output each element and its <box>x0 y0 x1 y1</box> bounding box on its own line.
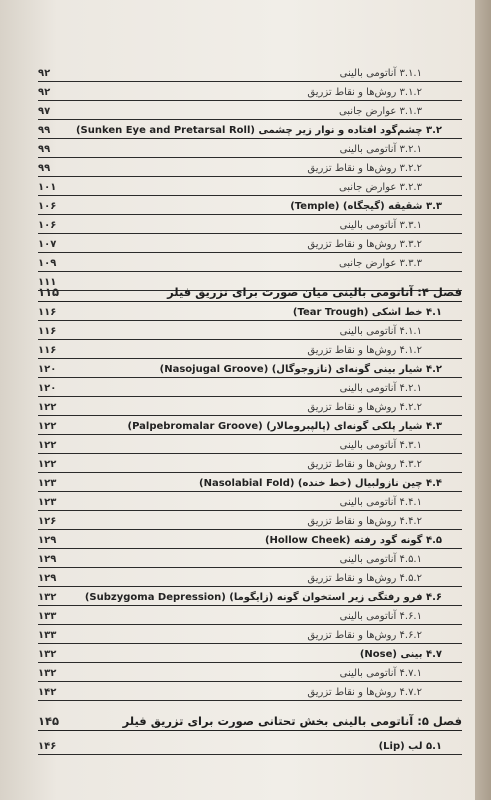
toc-entry-title: ۳.۲.۳ عوارض جانبی <box>338 182 422 193</box>
toc-section-entry <box>38 474 462 492</box>
toc-entry-page: ۱۲۹ <box>38 554 57 565</box>
toc-entry-title: ۴.۶.۲ روش‌ها و نقاط تزریق <box>307 630 422 641</box>
toc-entry-title: ۳.۱.۱ آناتومی بالینی <box>339 68 422 79</box>
toc-entry-title: ۳.۳.۱ آناتومی بالینی <box>339 220 422 231</box>
toc-entry-page: ۱۱۶ <box>38 307 57 318</box>
toc-entry-title: ۴.۷.۲ روش‌ها و نقاط تزریق <box>307 687 422 698</box>
toc-section-entry <box>38 645 462 663</box>
toc-entry <box>38 235 462 253</box>
toc-entry-title: ۳.۳ شقیقه (گیجگاه) (Temple) <box>290 201 442 212</box>
toc-entry <box>38 102 462 120</box>
toc-entry-page: ۱۲۹ <box>38 573 57 584</box>
toc-entry-page: ۹۷ <box>38 106 51 117</box>
toc-entry-page: ۱۲۳ <box>38 478 57 489</box>
toc-entry-title: ۴.۳ شیار پلکی گونه‌ای (پالپبرومالار) (Palpebromalar Groove) <box>127 421 442 432</box>
toc-entry-page: ۱۳۳ <box>38 611 57 622</box>
toc-entry-title: ۴.۲ شیار بینی گونه‌ای (نازوجوگال) (Nasojugal Groove) <box>159 364 442 375</box>
toc-entry <box>38 512 462 530</box>
toc-entry-page: ۱۲۹ <box>38 535 57 546</box>
toc-entry-title: ۴.۳.۲ روش‌ها و نقاط تزریق <box>307 459 422 470</box>
toc-section-entry <box>38 737 462 755</box>
toc-section-entry <box>38 588 462 606</box>
toc-entry <box>38 83 462 101</box>
toc-entry-title: ۳.۲.۲ روش‌ها و نقاط تزریق <box>307 163 422 174</box>
toc-entry <box>38 569 462 587</box>
toc-entry-title: ۴.۵.۲ روش‌ها و نقاط تزریق <box>307 573 422 584</box>
toc-entry <box>38 683 462 701</box>
toc-entry-page: ۱۱۱ <box>38 277 57 288</box>
toc-section-entry <box>38 531 462 549</box>
toc-entry-page: ۱۳۲ <box>38 592 57 603</box>
toc-entry-title: ۴.۴.۱ آناتومی بالینی <box>339 497 422 508</box>
toc-entry <box>38 379 462 397</box>
toc-entry-page: ۱۱۶ <box>38 345 57 356</box>
toc-entry-title: ۴.۳.۱ آناتومی بالینی <box>339 440 422 451</box>
toc-section-entry <box>38 121 462 139</box>
toc-entry-title: ۴.۴.۲ روش‌ها و نقاط تزریق <box>307 516 422 527</box>
toc-entry-title: ۴.۱.۱ آناتومی بالینی <box>339 326 422 337</box>
toc-entry-title: ۴.۱ خط اشکی (Tear Trough) <box>292 307 442 318</box>
toc-entry-title: ۳.۳.۳ عوارض جانبی <box>338 258 422 269</box>
toc-entry-page: ۱۲۰ <box>38 383 57 394</box>
toc-entry-title: ۴.۶.۱ آناتومی بالینی <box>339 611 422 622</box>
toc-entry <box>38 254 462 272</box>
toc-entry-title: ۴.۵ گونه گود رفته (Hollow Cheek) <box>264 535 442 546</box>
toc-entry-title: ۳.۲.۱ آناتومی بالینی <box>339 144 422 155</box>
toc-entry <box>38 341 462 359</box>
toc-entry-page: ۱۰۷ <box>38 239 57 250</box>
toc-entry-page: ۱۲۶ <box>38 516 57 527</box>
toc-entry <box>38 322 462 340</box>
toc-entry <box>38 216 462 234</box>
toc-chapter-entry <box>38 284 462 302</box>
toc-entry <box>38 455 462 473</box>
toc-entry-title: ۳.۳.۲ روش‌ها و نقاط تزریق <box>307 239 422 250</box>
toc-entry-title: ۳.۲ چشم‌گود افتاده و نوار زیر چشمی (Sunken Eye and Pretarsal Roll) <box>75 125 442 136</box>
toc-entry-page: ۱۰۱ <box>38 182 57 193</box>
toc-section-entry <box>38 197 462 215</box>
toc-entry <box>38 493 462 511</box>
toc-entry <box>38 436 462 454</box>
toc-entry-title: ۵.۱ لب (Lip) <box>378 741 442 752</box>
toc-entry <box>38 64 462 82</box>
toc-entry-page: ۱۳۲ <box>38 668 57 679</box>
toc-entry <box>38 178 462 196</box>
toc-entry-page: ۱۴۶ <box>38 741 57 752</box>
toc-entry-title: ۴.۲.۲ روش‌ها و نقاط تزریق <box>307 402 422 413</box>
toc-entry-page: ۱۳۲ <box>38 649 57 660</box>
toc-entry-title: ۴.۷ بینی (Nose) <box>359 649 442 660</box>
toc-entry-page: ۱۲۲ <box>38 421 57 432</box>
toc-entry-page: ۱۰۹ <box>38 258 57 269</box>
toc-entry-title: ۳.۱.۲ روش‌ها و نقاط تزریق <box>307 87 422 98</box>
toc-entry-title: ۴.۲.۱ آناتومی بالینی <box>339 383 422 394</box>
toc-entry-page: ۱۴۲ <box>38 687 57 698</box>
toc-entry-title: ۴.۵.۱ آناتومی بالینی <box>339 554 422 565</box>
toc-entry <box>38 140 462 158</box>
toc-entry-page: ۹۲ <box>38 68 51 79</box>
toc-entry-title: ۴.۴ چین نازولبیال (خط خنده) (Nasolabial Fold) <box>199 478 442 489</box>
chapter-title: فصل ۴: آناتومی بالینی میان صورت برای تزریق فیلر <box>167 285 462 299</box>
toc-entry-page: ۱۰۶ <box>38 201 57 212</box>
toc-entry-title: ۳.۱.۳ عوارض جانبی <box>338 106 422 117</box>
toc-entry-page: ۹۹ <box>38 125 51 136</box>
toc-section-entry <box>38 417 462 435</box>
toc-entry-page: ۱۲۰ <box>38 364 57 375</box>
toc-entry-page: ۱۴۵ <box>38 714 60 728</box>
toc-entry-page: ۱۲۲ <box>38 402 57 413</box>
toc-entry-page: ۱۳۳ <box>38 630 57 641</box>
toc-entry-page: ۱۲۲ <box>38 459 57 470</box>
toc-entry <box>38 664 462 682</box>
toc-entry-page: ۹۹ <box>38 163 51 174</box>
toc-entry-page: ۱۲۳ <box>38 497 57 508</box>
toc-entry-page: ۱۱۵ <box>38 285 60 299</box>
toc-section-entry <box>38 360 462 378</box>
toc-entry <box>38 398 462 416</box>
toc-entry-page: ۹۲ <box>38 87 51 98</box>
toc-entry-page: ۱۰۶ <box>38 220 57 231</box>
toc-entry <box>38 159 462 177</box>
chapter-title: فصل ۵: آناتومی بالینی بخش تحتانی صورت برای تزریق فیلر <box>122 714 462 728</box>
toc-entry-title: ۴.۶ فرو رفتگی زیر استخوان گونه (زایگوما) (Subzygoma Depression) <box>84 592 442 603</box>
toc-entry <box>38 626 462 644</box>
toc-entry-page: ۹۹ <box>38 144 51 155</box>
toc-entry <box>38 550 462 568</box>
page-edge <box>475 0 491 800</box>
toc-entry-page: ۱۱۶ <box>38 326 57 337</box>
toc-chapter-entry <box>38 713 462 731</box>
toc-section-entry <box>38 303 462 321</box>
toc-entry <box>38 607 462 625</box>
toc-entry-title: ۴.۷.۱ آناتومی بالینی <box>339 668 422 679</box>
toc-entry-page: ۱۲۲ <box>38 440 57 451</box>
toc-entry-title: ۴.۱.۲ روش‌ها و نقاط تزریق <box>307 345 422 356</box>
